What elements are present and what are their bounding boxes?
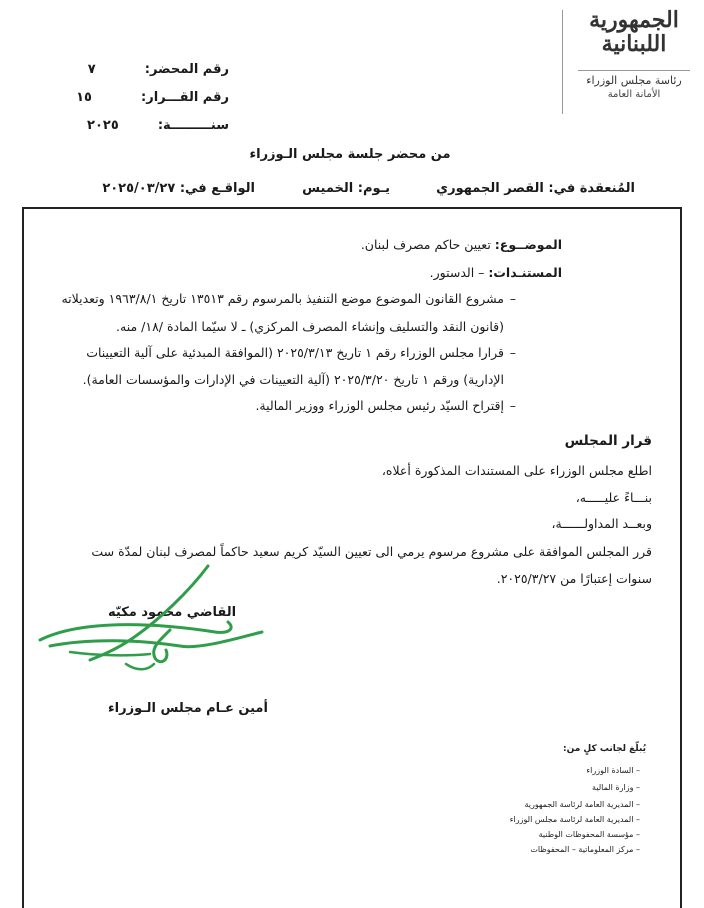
distribution-item: – مؤسسة المحفوظات الوطنية (538, 830, 640, 839)
signatory-name: القاضي محمود مكيّه (108, 605, 237, 620)
bullet-dash: – (509, 398, 516, 413)
year-value: ٢٠٢٥ (87, 118, 119, 133)
handwritten-signature (30, 560, 270, 680)
decision-paragraph-4-line-2: سنوات إعتبارًا من ٢٠٢٥/٣/٢٧. (496, 571, 652, 586)
minute-number-label: رقم المحضر: (144, 62, 229, 77)
decision-number-value: ١٥ (76, 90, 92, 105)
session-day: يـوم: الخميس (302, 181, 390, 196)
document-1-line-1: مشروع القانون الموضوع موضع التنفيذ بالمرسوم رقم ١٣٥١٣ تاريخ ١٩٦٣/٨/١ وتعديلاته (61, 291, 504, 306)
republic-line-1: الجمهورية (589, 7, 679, 33)
letterhead (578, 8, 690, 100)
republic-line-2: اللبنانية (601, 31, 667, 57)
documents-first: – الدستور. (429, 265, 485, 280)
distribution-item: – المديرية العامة لرئاسة مجلس الوزراء (509, 815, 640, 824)
year-row (74, 118, 229, 133)
letterhead-divider (562, 10, 563, 114)
session-title: من محضر جلسة مجلس الـوزراء (249, 147, 451, 162)
distribution-item: – وزارة المالية (592, 783, 640, 792)
minute-number-row (74, 62, 229, 77)
distribution-item: – المديرية العامة لرئاسة الجمهورية (524, 800, 640, 809)
signatory-title: أمين عـام مجلس الـوزراء (108, 701, 268, 716)
subject-label: الموضــوع: (494, 237, 562, 252)
decision-paragraph-4-line-1: قرر المجلس الموافقة على مشروع مرسوم يرمي الى تعيين السيّد كريم سعيد حاكماً لمصرف لبنان لمدّة ست (91, 544, 652, 559)
documents-label: المستنـدات: (488, 265, 562, 280)
decision-heading: قرار المجلس (564, 433, 652, 449)
decision-number-row (74, 90, 229, 105)
document-2-line-1: قرارا مجلس الوزراء رقم ١ تاريخ ٢٠٢٥/٣/١٣ (الموافقة المبدئية على آلية التعيينات (86, 345, 504, 360)
document-1-line-2: (قانون النقد والتسليف وإنشاء المصرف المركزي) ـ لا سيّما المادة /١٨/ منه. (116, 319, 504, 334)
document-2-line-2: الإدارية) ورقم ١ تاريخ ٢٠٢٥/٣/٢٠ (آلية التعيينات في الإدارات والمؤسسات العامة). (82, 372, 504, 387)
bullet-dash: – (509, 345, 516, 360)
subject-text: تعيين حاكم مصرف لبنان. (360, 237, 491, 252)
decision-paragraph-2: بنـــاءً عليـــــه، (575, 490, 652, 505)
decision-paragraph-1: اطلع مجلس الوزراء على المستندات المذكورة أعلاه، (381, 463, 652, 478)
decision-number-label: رقم القـــرار: (141, 90, 229, 105)
document-3-line-1: إقتراح السيّد رئيس مجلس الوزراء ووزير المالية. (255, 398, 504, 413)
year-label: سنـــــــــة: (157, 118, 229, 133)
secretariat-label: الأمانة العامة (607, 89, 661, 100)
bullet-dash: – (509, 291, 516, 306)
documents-row (430, 264, 562, 282)
decision-paragraph-3: وبعــد المداولــــــة، (551, 516, 652, 531)
distribution-heading: يُبلّغ لجانب كلٍ من: (563, 744, 646, 754)
presidency-label: رئاسة مجلس الوزراء (578, 70, 690, 87)
session-date: الواقـع في: ٢٠٢٥/٠٣/٢٧ (102, 181, 255, 196)
distribution-item: – مركز المعلوماتية – المحفوظات (530, 845, 640, 854)
minute-number-value: ٧ (87, 62, 96, 77)
subject-row (361, 236, 562, 254)
session-meta-row (75, 181, 635, 199)
distribution-item: – السادة الوزراء (586, 766, 640, 775)
held-at: المُنعقدة في: القصر الجمهوري (436, 181, 635, 196)
